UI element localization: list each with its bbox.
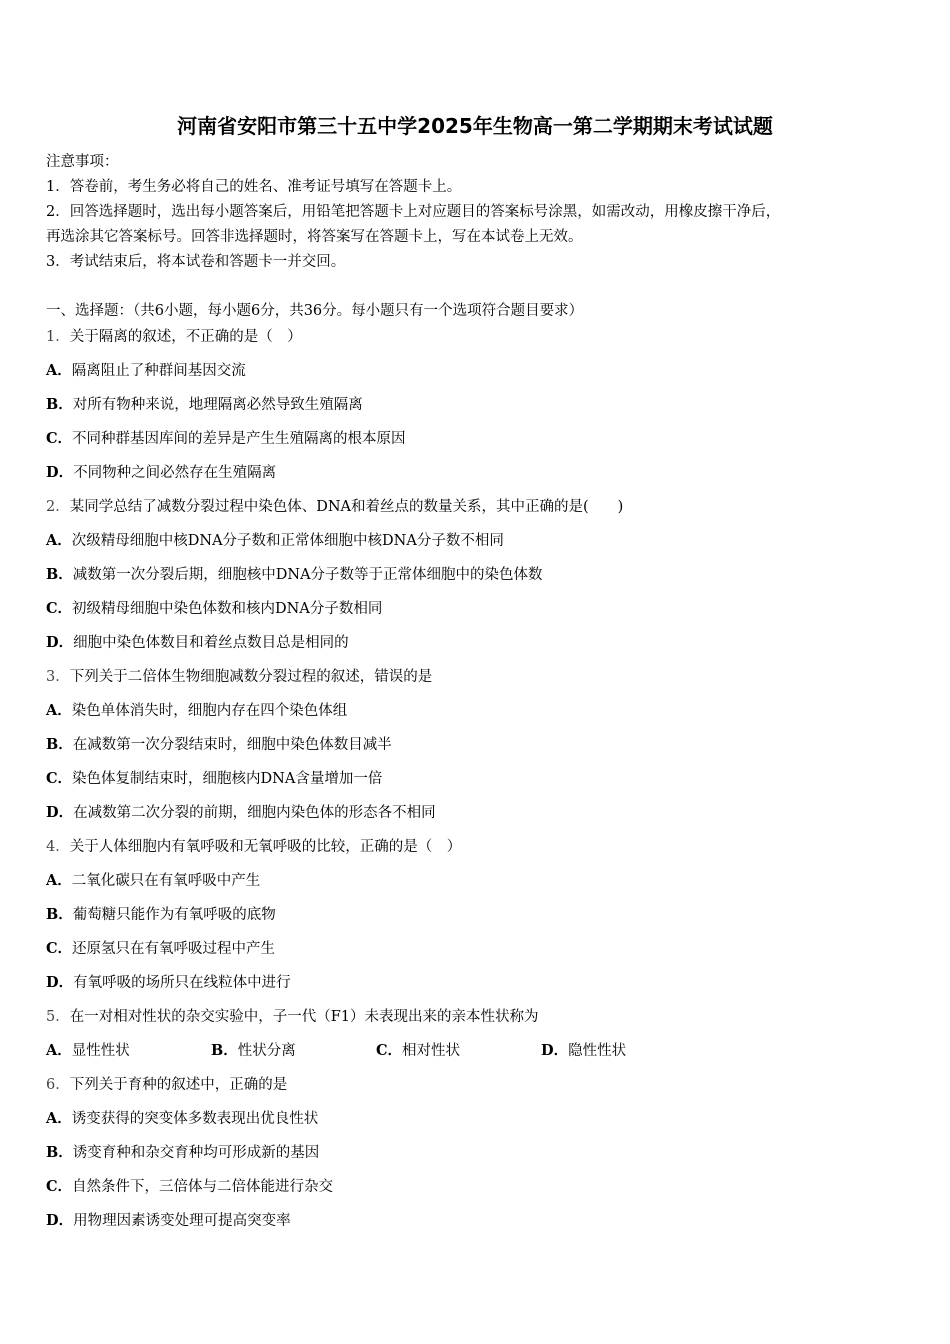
- option-text: 不同物种之间必然存在生殖隔离: [73, 465, 277, 481]
- option-text: 对所有物种来说，地理隔离必然导致生殖隔离: [72, 397, 363, 413]
- question-number: 6．: [46, 1077, 70, 1093]
- question-text: 关于隔离的叙述，不正确的是（ ）: [69, 329, 302, 345]
- option-label: A．: [46, 1110, 72, 1127]
- question-number: 3．: [46, 669, 70, 685]
- question-text: 关于人体细胞内有氧呼吸和无氧呼吸的比较，正确的是（ ）: [69, 839, 462, 855]
- option-text: 诱变获得的突变体多数表现出优良性状: [71, 1111, 319, 1127]
- option-line: [46, 458, 906, 492]
- option-text: 细胞中染色体数目和着丝点数目总是相同的: [73, 635, 349, 651]
- question-number: 4．: [46, 839, 70, 855]
- option-line: [46, 764, 906, 798]
- option-item: [211, 1036, 376, 1070]
- question-stem: [46, 832, 906, 866]
- option-label: D．: [541, 1042, 569, 1059]
- option-line: [46, 696, 906, 730]
- option-label: D．: [46, 1212, 74, 1229]
- option-line: [46, 866, 906, 900]
- option-text: 葡萄糖只能作为有氧呼吸的底物: [72, 907, 276, 923]
- notes-block: [46, 150, 906, 275]
- option-text: 减数第一次分裂后期，细胞核中DNA分子数等于正常体细胞中的染色体数: [72, 567, 543, 583]
- option-line: [46, 390, 906, 424]
- option-line: [46, 628, 906, 662]
- option-item: [46, 1036, 211, 1070]
- option-label: A．: [46, 872, 72, 889]
- question-text: 某同学总结了减数分裂过程中染色体、DNA和着丝点的数量关系，其中正确的是( ): [69, 499, 624, 515]
- question-text: 在一对相对性状的杂交实验中，子一代（F1）未表现出来的亲本性状称为: [69, 1009, 539, 1025]
- question-number: 2．: [46, 499, 70, 515]
- option-line: [46, 1172, 906, 1206]
- option-text: 二氧化碳只在有氧呼吸中产生: [71, 873, 261, 889]
- option-text: 相对性状: [402, 1043, 461, 1059]
- question-number: 1．: [46, 329, 70, 345]
- option-label: A．: [46, 532, 72, 549]
- option-text: 染色单体消失时，细胞内存在四个染色体组: [71, 703, 348, 719]
- option-text: 隔离阻止了种群间基因交流: [71, 363, 246, 379]
- option-label: D．: [46, 974, 74, 991]
- option-text: 染色体复制结束时，细胞核内DNA含量增加一倍: [72, 771, 383, 787]
- option-label: C．: [46, 1178, 73, 1195]
- option-text: 显性性状: [71, 1043, 130, 1059]
- option-text: 隐性性状: [568, 1043, 627, 1059]
- option-text: 次级精母细胞中核DNA分子数和正常体细胞中核DNA分子数不相同: [71, 533, 504, 549]
- option-text: 还原氢只在有氧呼吸过程中产生: [72, 941, 276, 957]
- option-text: 初级精母细胞中染色体数和核内DNA分子数相同: [72, 601, 383, 617]
- option-line: [46, 560, 906, 594]
- notes-item: 2．回答选择题时，选出每小题答案后，用铅笔把答题卡上对应题目的答案标号涂黑，如需改动，用橡皮擦干净后，: [46, 204, 781, 220]
- question-number: 5．: [46, 1009, 70, 1025]
- option-label: C．: [46, 600, 73, 617]
- option-label: B．: [46, 1144, 73, 1161]
- question-stem: [46, 1070, 906, 1104]
- notes-item: 3．考试结束后，将本试卷和答题卡一并交回。: [46, 254, 346, 270]
- option-text: 诱变育种和杂交育种均可形成新的基因: [72, 1145, 320, 1161]
- option-label: D．: [46, 634, 74, 651]
- option-text: 自然条件下，三倍体与二倍体能进行杂交: [72, 1179, 334, 1195]
- option-text: 性状分离: [237, 1043, 296, 1059]
- option-line: [46, 900, 906, 934]
- questions-list: [46, 322, 906, 1240]
- option-label: D．: [46, 464, 74, 481]
- option-text: 有氧呼吸的场所只在线粒体中进行: [73, 975, 291, 991]
- option-line: [46, 730, 906, 764]
- option-label: B．: [46, 566, 73, 583]
- question-stem: [46, 492, 906, 526]
- option-label: A．: [46, 1042, 72, 1059]
- option-label: B．: [46, 906, 73, 923]
- option-line: [46, 1138, 906, 1172]
- option-label: C．: [46, 940, 73, 957]
- question-stem: [46, 1002, 906, 1036]
- question-text: 下列关于育种的叙述中，正确的是: [69, 1077, 288, 1093]
- question-stem: [46, 322, 906, 356]
- option-text: 用物理因素诱变处理可提高突变率: [73, 1213, 291, 1229]
- option-label: A．: [46, 702, 72, 719]
- option-row: [46, 1036, 906, 1070]
- option-label: A．: [46, 362, 72, 379]
- option-line: [46, 968, 906, 1002]
- option-line: [46, 1104, 906, 1138]
- option-line: [46, 798, 906, 832]
- option-text: 在减数第二次分裂的前期，细胞内染色体的形态各不相同: [73, 805, 436, 821]
- question-stem: [46, 662, 906, 696]
- option-item: [376, 1036, 541, 1070]
- option-text: 在减数第一次分裂结束时，细胞中染色体数目减半: [72, 737, 392, 753]
- option-label: B．: [46, 736, 73, 753]
- section-heading: 一、选择题：（共6小题，每小题6分，共36分。每小题只有一个选项符合题目要求）: [46, 303, 584, 319]
- notes-item: 1．答卷前，考生务必将自己的姓名、准考证号填写在答题卡上。: [46, 179, 462, 195]
- option-text: 不同种群基因库间的差异是产生生殖隔离的根本原因: [72, 431, 406, 447]
- notes-heading: 注意事项：: [46, 154, 119, 170]
- option-label: C．: [46, 430, 73, 447]
- option-line: [46, 934, 906, 968]
- option-label: B．: [211, 1042, 238, 1059]
- notes-item: 再选涂其它答案标号。回答非选择题时，将答案写在答题卡上，写在本试卷上无效。: [46, 229, 583, 245]
- option-line: [46, 594, 906, 628]
- option-line: [46, 424, 906, 458]
- option-label: B．: [46, 396, 73, 413]
- option-label: D．: [46, 804, 74, 821]
- option-label: C．: [46, 770, 73, 787]
- option-label: C．: [376, 1042, 403, 1059]
- question-text: 下列关于二倍体生物细胞减数分裂过程的叙述，错误的是: [69, 669, 433, 685]
- option-item: [541, 1036, 706, 1070]
- option-line: [46, 356, 906, 390]
- option-line: [46, 526, 906, 560]
- option-line: [46, 1206, 906, 1240]
- exam-title: 河南省安阳市第三十五中学2025年生物高一第二学期期末考试试题: [177, 114, 773, 138]
